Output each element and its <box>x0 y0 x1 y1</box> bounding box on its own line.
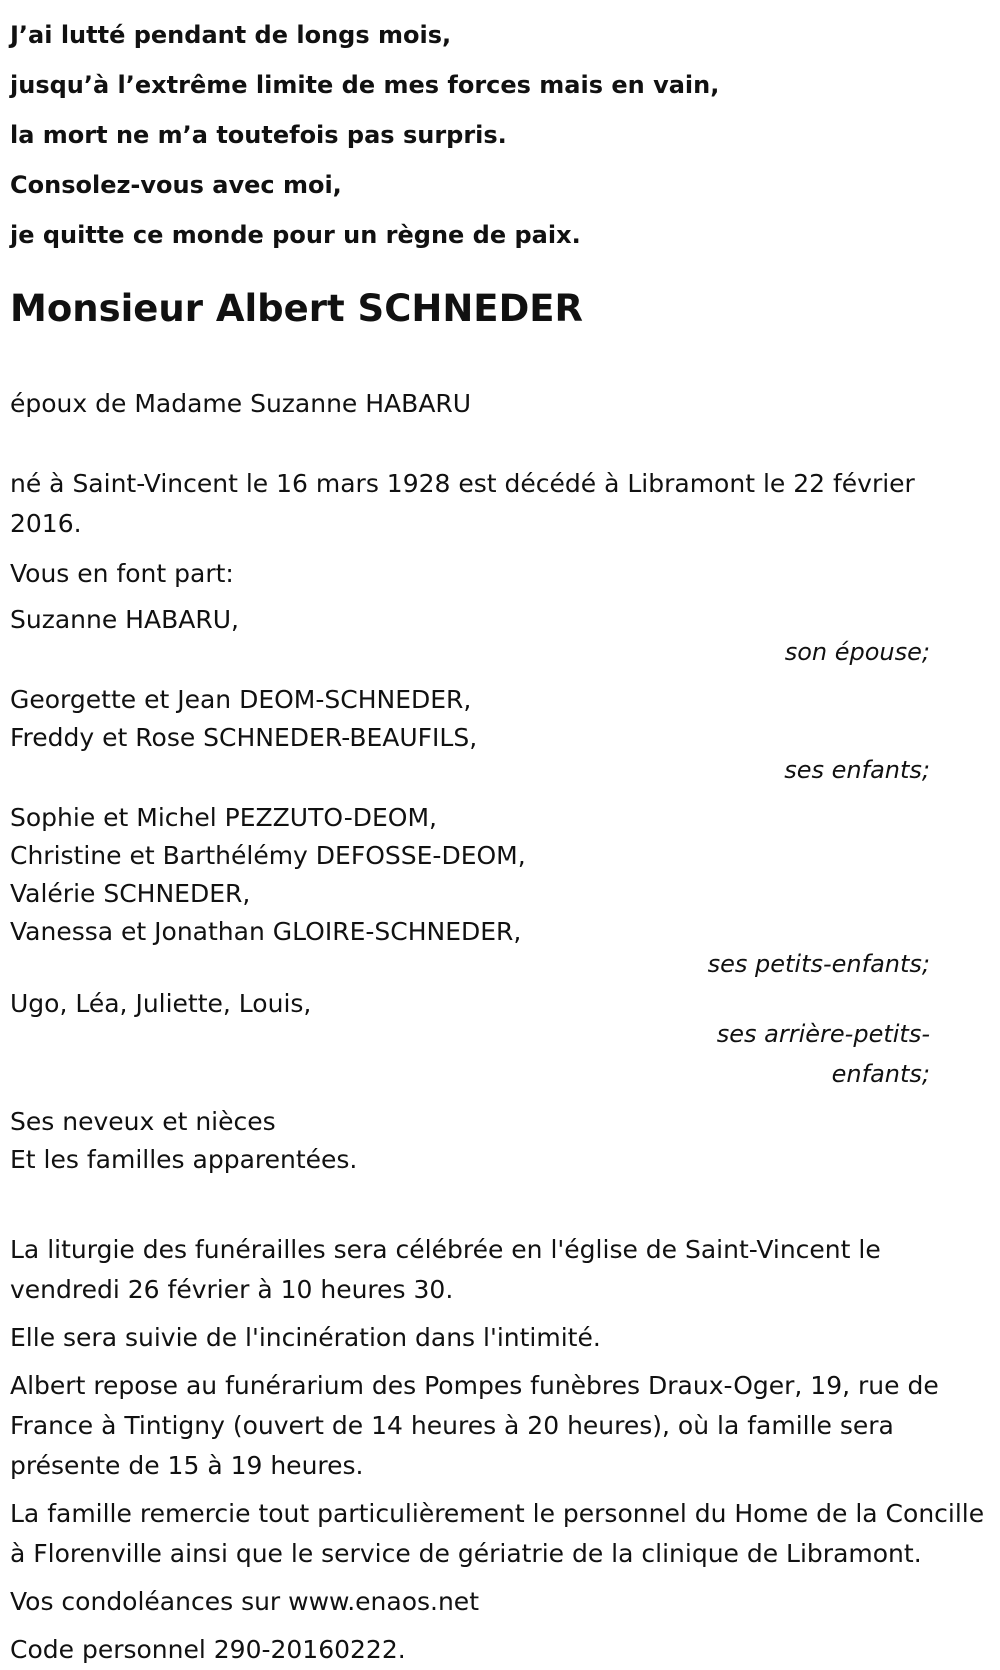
family-group-spouse <box>10 600 990 672</box>
extended-family <box>10 1102 990 1180</box>
family-role: son épouse; <box>784 638 930 666</box>
extended-family-line: Et les familles apparentées. <box>10 1145 358 1174</box>
spouse-line: époux de Madame Suzanne HABARU <box>10 389 472 418</box>
deceased-name: Monsieur Albert SCHNEDER <box>10 287 584 330</box>
funeral-text: La liturgie des funérailles sera célébrée en l'église de Saint-Vincent le vendredi 26 février à 10 heures 30. <box>10 1235 881 1304</box>
poem-line: je quitte ce monde pour un règne de paix. <box>10 221 581 249</box>
family-role-line: ses arrière-petits- <box>716 1020 930 1048</box>
incineration-text: Elle sera suivie de l'incinération dans l'intimité. <box>10 1323 601 1352</box>
funerarium-text: Albert repose au funérarium des Pompes funèbres Draux-Oger, 19, rue de France à Tintigny (ouvert de 14 heures à 20 heures), où la famille sera présente de 15 à 19 heures. <box>10 1371 939 1480</box>
poem-line: Consolez-vous avec moi, <box>10 171 342 199</box>
family-group-children <box>10 680 990 790</box>
family-role: ses enfants; <box>784 756 930 784</box>
family-name-line: Ugo, Léa, Juliette, Louis, <box>10 989 312 1018</box>
family-name-line: Sophie et Michel PEZZUTO-DEOM, <box>10 803 437 832</box>
poem <box>10 10 990 260</box>
family-group-great-grandchildren <box>10 984 990 1094</box>
birth-death-line: né à Saint-Vincent le 16 mars 1928 est décédé à Libramont le 22 février 2016. <box>10 469 915 538</box>
family-role-line: enfants; <box>831 1060 930 1088</box>
family-name-line: Valérie SCHNEDER, <box>10 879 251 908</box>
poem-line: J’ai lutté pendant de longs mois, <box>10 21 452 49</box>
extended-family-line: Ses neveux et nièces <box>10 1107 276 1136</box>
family-name-line: Suzanne HABARU, <box>10 605 239 634</box>
family-name-line: Georgette et Jean DEOM-SCHNEDER, <box>10 685 472 714</box>
family-role: ses petits-enfants; <box>707 950 930 978</box>
personal-code-text: Code personnel 290-20160222. <box>10 1635 406 1664</box>
thanks-text: La famille remercie tout particulièrement le personnel du Home de la Concille à Florenville ainsi que le service de gériatrie de la clinique de Libramont. <box>10 1499 985 1568</box>
family-name-line: Christine et Barthélémy DEFOSSE-DEOM, <box>10 841 526 870</box>
poem-line: jusqu’à l’extrême limite de mes forces mais en vain, <box>10 71 720 99</box>
family-role <box>10 1014 930 1094</box>
poem-line: la mort ne m’a toutefois pas surpris. <box>10 121 507 149</box>
family-group-grandchildren <box>10 798 990 984</box>
family-name-line: Vanessa et Jonathan GLOIRE-SCHNEDER, <box>10 917 522 946</box>
condolences-text: Vos condoléances sur www.enaos.net <box>10 1587 479 1616</box>
announcement-intro: Vous en font part: <box>10 559 234 588</box>
family-name-line: Freddy et Rose SCHNEDER-BEAUFILS, <box>10 723 478 752</box>
